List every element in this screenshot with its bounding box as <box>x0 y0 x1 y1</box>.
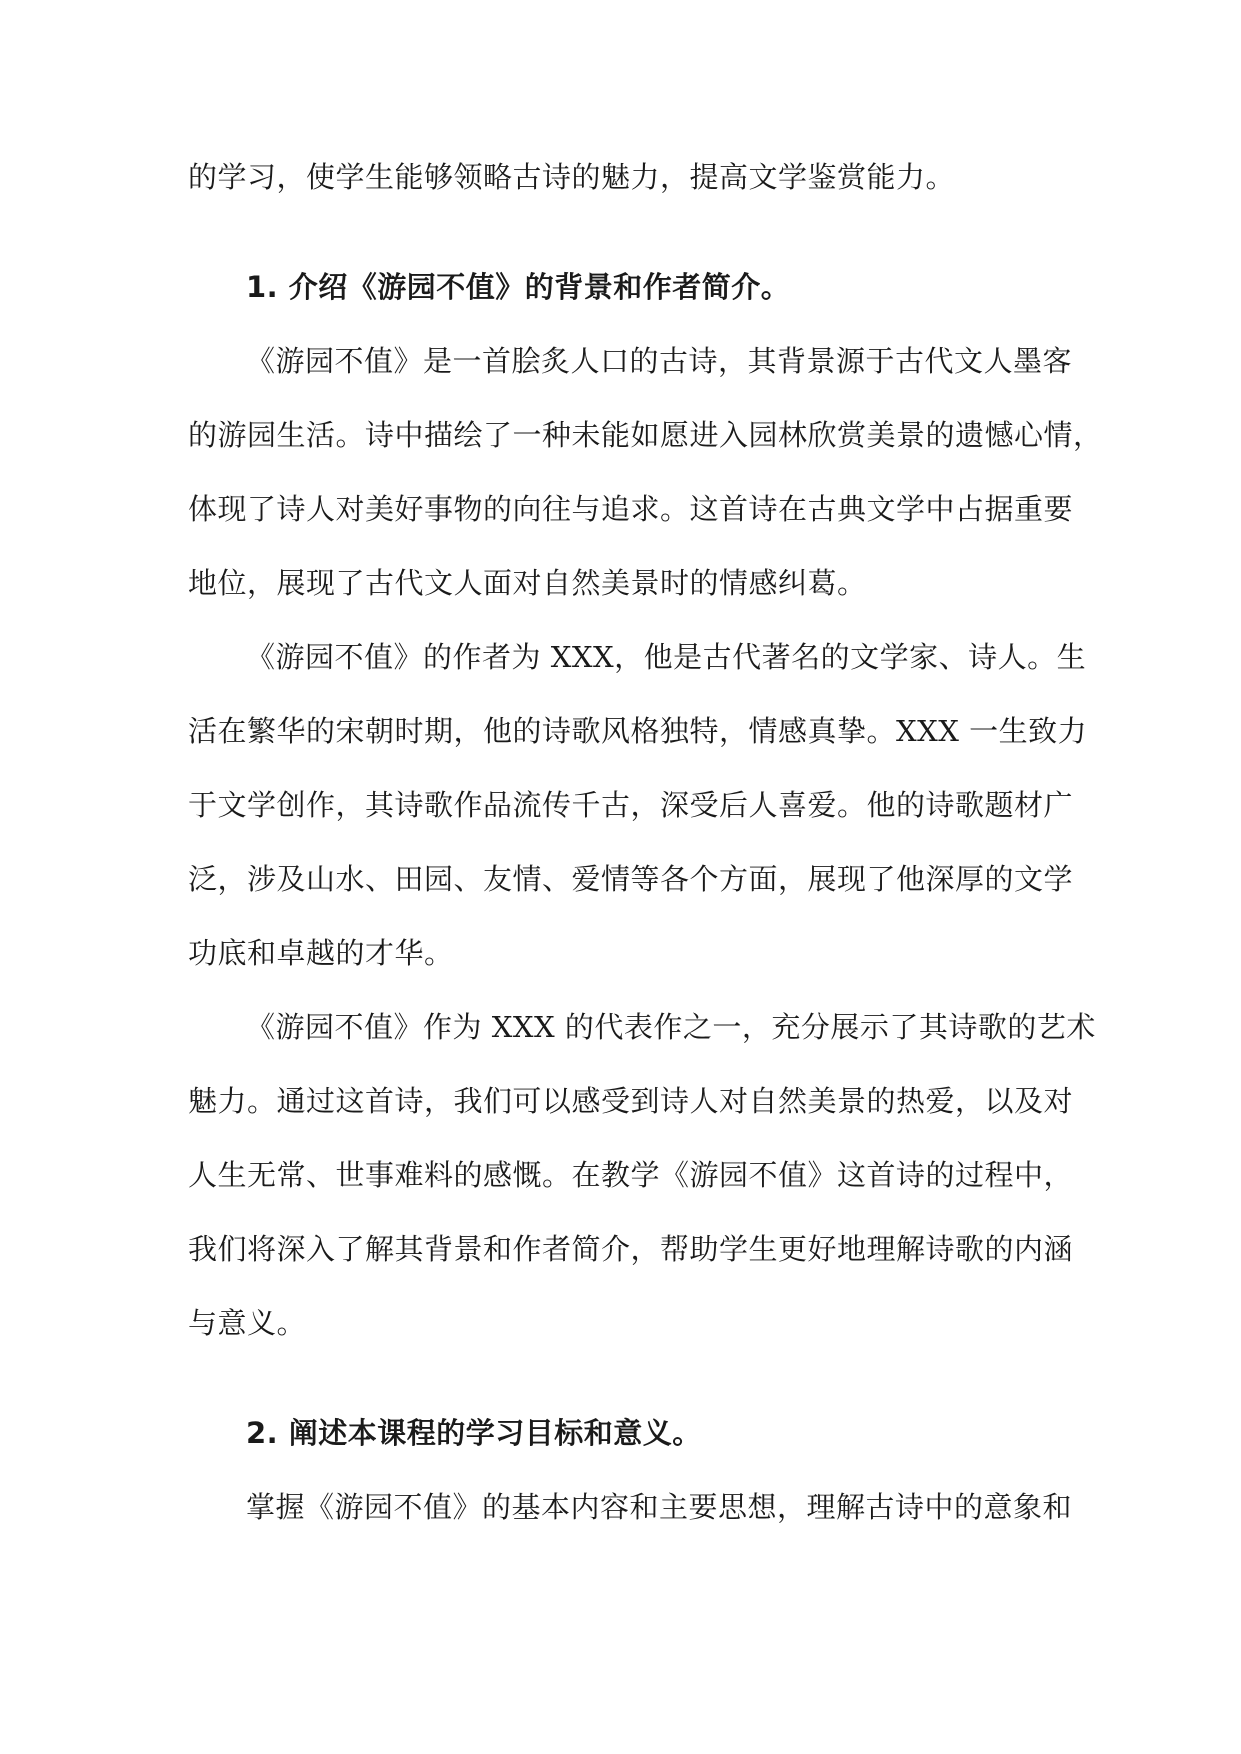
document-body <box>188 140 1103 1544</box>
intro-line: 的学习，使学生能够领略古诗的魅力，提高文学鉴赏能力。 <box>188 160 956 194</box>
paragraph-objectives <box>188 1470 1073 1544</box>
section-heading-1: 1. 介绍《游园不值》的背景和作者简介。 <box>246 270 791 304</box>
paragraph-line: 人生无常、世事难料的感慨。在教学《游园不值》这首诗的过程中， <box>188 1158 1074 1192</box>
paragraph-line: 活在繁华的宋朝时期，他的诗歌风格独特，情感真挚。XXX 一生致力 <box>188 714 1088 748</box>
paragraph-line: 的游园生活。诗中描绘了一种未能如愿进入园林欣赏美景的遗憾心情， <box>188 418 1103 452</box>
paragraph-line: 地位，展现了古代文人面对自然美景时的情感纠葛。 <box>188 566 867 600</box>
paragraph-line: 于文学创作，其诗歌作品流传千古，深受后人喜爱。他的诗歌题材广 <box>188 788 1074 822</box>
section-heading-2: 2. 阐述本课程的学习目标和意义。 <box>246 1416 702 1450</box>
paragraph-line: 体现了诗人对美好事物的向往与追求。这首诗在古典文学中占据重要 <box>188 492 1074 526</box>
paragraph-significance <box>188 990 1096 1360</box>
paragraph-line: 魅力。通过这首诗，我们可以感受到诗人对自然美景的热爱，以及对 <box>188 1084 1074 1118</box>
spacer <box>188 1360 1058 1396</box>
paragraph-line: 《游园不值》作为 XXX 的代表作之一，充分展示了其诗歌的艺术 <box>246 1010 1096 1044</box>
paragraph-line: 泛，涉及山水、田园、友情、爱情等各个方面，展现了他深厚的文学 <box>188 862 1074 896</box>
paragraph-line: 功底和卓越的才华。 <box>188 936 454 970</box>
paragraph-background <box>188 324 1103 620</box>
paragraph-line: 《游园不值》的作者为 XXX，他是古代著名的文学家、诗人。生 <box>246 640 1087 674</box>
paragraph-author <box>188 620 1088 990</box>
paragraph-line: 《游园不值》是一首脍炙人口的古诗，其背景源于古代文人墨客 <box>246 344 1073 378</box>
paragraph-line: 我们将深入了解其背景和作者简介，帮助学生更好地理解诗歌的内涵 <box>188 1232 1074 1266</box>
spacer <box>188 214 1058 250</box>
paragraph-line: 掌握《游园不值》的基本内容和主要思想，理解古诗中的意象和 <box>246 1490 1073 1524</box>
paragraph-line: 与意义。 <box>188 1306 307 1340</box>
